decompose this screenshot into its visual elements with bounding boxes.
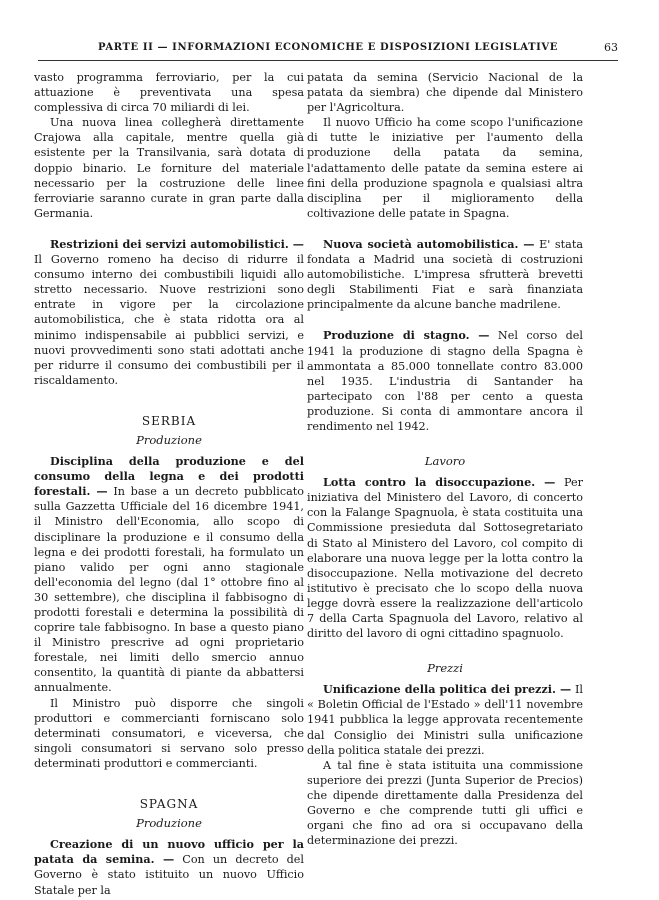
article-paragraph bbox=[307, 475, 583, 641]
article-paragraph bbox=[307, 682, 583, 757]
article-body: E' stata fondata a Madrid una società di costruzioni automobilistiche. L'impresa sfrutterà brevetti degli Stabilimenti Fiat e sarà finanziata principalmente da alcune banche madrilene. bbox=[307, 237, 583, 312]
article-heading: Lotta contro la disoccupazione. — bbox=[323, 475, 556, 490]
section-subtitle: Prezzi bbox=[427, 661, 463, 676]
paragraph: Il Ministro può disporre che singoli produttori e commercianti forniscano solo determinati consumatori, e viceversa, che singoli consumatori si servano solo presso determinati produttori e commercianti. bbox=[34, 696, 304, 770]
section-subtitle: Produzione bbox=[136, 432, 202, 447]
article-body: In base a un decreto pubblicato sulla Gazzetta Ufficiale del 16 dicembre 1941, il Ministro dell'Economia, allo scopo di disciplinare la produzione e il consumo della legna e dei prodotti forestali, ha formulato un piano valido per ogni anno stagionale dell'economia del legno (dal 1° ottobre fino al 30 settembre), che disciplina il fabbisogno di prodotti forestali e determina la possibilità di coprire tale fabbisogno. In base a questo piano il Ministro prescrive ad ogni proprietario forestale, nei limiti dello smercio annuo consentito, la quantità di piante da abbattersi annualmente. bbox=[34, 485, 304, 695]
paragraph: Una nuova linea collegherà direttamente Crajowa alla capitale, mentre quella già esistente per la Transilvania, sarà dotata di doppio binario. Le forniture del materiale necessario per la costruzione delle linee ferroviarie saranno curate in gran parte dalla Germania. bbox=[34, 116, 304, 220]
paragraph: patata da semina (Servicio Nacional de la patata da siembra) che dipende dal Ministero per l'Agricoltura. bbox=[307, 71, 583, 115]
right-column bbox=[307, 70, 583, 848]
article-paragraph bbox=[34, 237, 304, 388]
paragraph: Il nuovo Ufficio ha come scopo l'unificazione di tutte le iniziative per l'aumento della produzione della patata da semina, l'adattamento delle patate da semina estere ai fini della produzione spagnola e qualsiasi altra disciplina per il miglioramento della coltivazione delle patate in Spagna. bbox=[307, 116, 583, 220]
paragraph: vasto programma ferroviario, per la cui attuazione è preventivata una spesa complessiva di circa 70 miliardi di lei. bbox=[34, 71, 304, 115]
article-body: Nel corso del 1941 la produzione di stagno della Spagna è ammontata a 85.000 tonnellate contro 83.000 nel 1935. L'industria di Santander ha partecipato con l'88 per cento a questa produzione. Si conta di ammontare ancora il rendimento nel 1942. bbox=[307, 329, 583, 433]
article-paragraph bbox=[34, 454, 304, 696]
article-heading: Unificazione della politica dei prezzi. — bbox=[323, 682, 572, 697]
page-number: 63 bbox=[604, 41, 618, 54]
article-body: Il « Boletin Official de l'Estado » dell'11 novembre 1941 pubblica la legge approvata recentemente dal Consiglio dei Ministri sulla unificazione della politica statale dei prezzi. bbox=[307, 683, 583, 757]
article-heading: Nuova società automobilistica. — bbox=[323, 236, 535, 251]
header-title: PARTE II — INFORMAZIONI ECONOMICHE E DISPOSIZIONI LEGISLATIVE bbox=[98, 42, 558, 53]
left-column bbox=[34, 70, 304, 898]
running-header bbox=[38, 40, 618, 61]
article-paragraph bbox=[307, 237, 583, 312]
section-subtitle: Produzione bbox=[136, 816, 202, 831]
article-heading: Disciplina della produzione e del consumo della legna e dei prodotti forestali. — bbox=[34, 454, 304, 499]
section-subtitle: Lavoro bbox=[424, 454, 466, 469]
article-heading: Produzione di stagno. — bbox=[323, 328, 490, 343]
article-paragraph bbox=[307, 328, 583, 434]
paragraph: A tal fine è stata istituita una commissione superiore dei prezzi (Junta Superior de Precios) che dipende direttamente dalla Presidenza del Governo e che comprende tutti gli uffici e organi che fino ad ora si occupavano della determinazione dei prezzi. bbox=[307, 758, 583, 848]
article-heading: Restrizioni dei servizi automobilistici. — bbox=[50, 236, 304, 251]
article-heading: Creazione di un nuovo ufficio per la patata da semina. — bbox=[34, 837, 304, 867]
article-body: Il Governo romeno ha deciso di ridurre il consumo interno dei combustibili liquidi allo stretto necessario. Nuove restrizioni sono entrate in vigore per la circolazione automobilistica, che è stata ridotta ora al minimo indispensabile ai pubblici servizi, e nuovi provvedimenti sono stati adottati anche per ridurre il consumo dei combustibili per il riscaldamento. bbox=[34, 253, 304, 387]
section-title: SPAGNA bbox=[139, 797, 199, 812]
article-body: Per iniziativa del Ministero del Lavoro, di concerto con la Falange Spagnuola, è stata costituita una Commissione presieduta dal Sottosegretariato di Stato al Ministero del Lavoro, col compito di elaborare una nuova legge per la lotta contro la disoccupazione. Nella motivazione del decreto istitutivo è precisato che lo scopo della nuova legge dovrà essere la realizzazione dell'articolo 7 della Carta Spagnuola del Lavoro, relativo al diritto del lavoro di ogni cittadino spagnuolo. bbox=[307, 476, 583, 641]
article-body: Con un decreto del Governo è stato istituito un nuovo Ufficio Statale per la bbox=[34, 853, 304, 897]
section-title: SERBIA bbox=[141, 413, 197, 428]
article-paragraph bbox=[34, 837, 304, 897]
